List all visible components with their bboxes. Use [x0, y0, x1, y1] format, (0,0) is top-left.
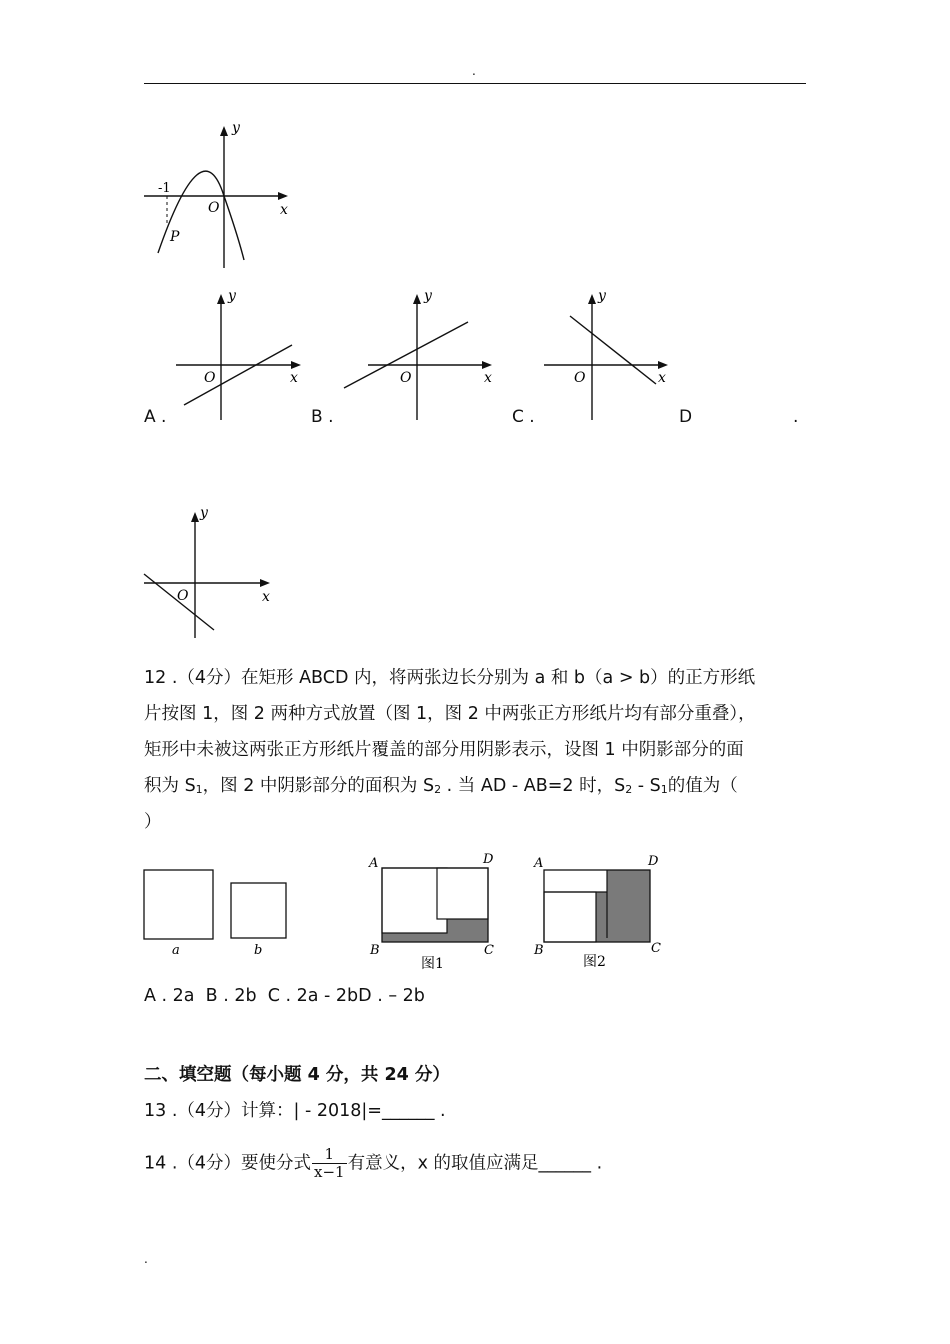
- header-rule: [144, 83, 806, 84]
- q12-sub-2: 2: [434, 783, 442, 796]
- q12-line-3: 矩形中未被这两张正方形纸片覆盖的部分用阴影表示，设图 1 中阴影部分的面: [144, 740, 744, 760]
- option-c-label: C .: [512, 407, 535, 427]
- q14-numerator: 1: [312, 1146, 347, 1164]
- fig1-D: D: [483, 852, 494, 867]
- x-axis-arrow: [278, 192, 288, 200]
- graph-option-b: [338, 284, 503, 424]
- y-axis-arrow: [588, 294, 596, 304]
- fig2-D: D: [648, 854, 659, 869]
- question-12: [144, 660, 824, 840]
- q12-sub-3: 2: [625, 783, 633, 796]
- graph-option-a: [170, 284, 310, 424]
- q12-choices: A . 2a B . 2b C . 2a - 2bD . – 2b: [144, 986, 425, 1006]
- q14-denominator: x−1: [314, 1163, 345, 1181]
- parabola-graph: [140, 118, 300, 273]
- function-line: [184, 345, 292, 405]
- label-a: a: [172, 943, 180, 958]
- q12-l4-b: ，图 2 中阴影部分的面积为 S: [202, 776, 435, 796]
- graph-option-c: [540, 284, 680, 424]
- x-axis-arrow: [658, 361, 668, 369]
- y-axis-arrow: [217, 294, 225, 304]
- label-origin: O: [177, 588, 189, 604]
- label-neg1: -1: [158, 181, 171, 196]
- fig1-A: A: [369, 856, 379, 871]
- figure-1: [368, 852, 494, 972]
- fig2-A: A: [534, 856, 544, 871]
- option-a-label: A .: [144, 407, 167, 427]
- y-axis-arrow: [413, 294, 421, 304]
- label-x: x: [280, 202, 288, 218]
- q12-line-4: [144, 768, 824, 804]
- graph-option-d: [140, 500, 280, 645]
- q12-l4-c: . 当 AD - AB=2 时，S: [441, 776, 626, 796]
- x-axis-arrow: [482, 361, 492, 369]
- q12-l4-e: 的值为（: [667, 776, 738, 796]
- label-y: y: [424, 288, 432, 304]
- q12-l4-a: 积为 S: [144, 776, 196, 796]
- parabola-curve: [158, 171, 244, 260]
- q12-line-5: ）: [144, 812, 162, 832]
- fig1-square-b: [437, 868, 488, 919]
- q14-before: 14 .（4分）要使分式: [144, 1153, 312, 1174]
- x-axis-arrow: [260, 579, 270, 587]
- label-origin: O: [208, 200, 220, 216]
- fig1-caption: 图1: [421, 956, 444, 972]
- square-a: [144, 870, 213, 939]
- label-y: y: [200, 505, 208, 521]
- q12-line-1: 12 .（4分）在矩形 ABCD 内，将两张边长分别为 a 和 b（a > b）的正方形纸: [144, 668, 756, 688]
- label-y: y: [228, 288, 236, 304]
- label-b: b: [254, 943, 263, 958]
- q12-sub-1: 1: [195, 783, 203, 796]
- x-axis-arrow: [291, 361, 301, 369]
- fig2-C: C: [651, 941, 661, 956]
- question-13: 13 .（4分）计算：| - 2018|=______ .: [144, 1101, 446, 1121]
- figure-2: [533, 854, 661, 970]
- fig2-B: B: [534, 943, 544, 958]
- fig2-top-white: [544, 870, 607, 892]
- fig1-B: B: [370, 943, 380, 958]
- label-origin: O: [574, 370, 586, 386]
- option-d-dot: .: [793, 407, 799, 427]
- label-x: x: [658, 370, 666, 386]
- fig1-C: C: [484, 943, 494, 958]
- label-y: y: [232, 120, 240, 136]
- y-axis-arrow: [220, 126, 228, 136]
- q12-figures: [138, 848, 678, 976]
- label-x: x: [290, 370, 298, 386]
- q12-sub-4: 1: [660, 783, 668, 796]
- label-y: y: [598, 288, 606, 304]
- square-b: [231, 883, 286, 938]
- option-d-label: D: [679, 407, 693, 427]
- y-axis-arrow: [191, 512, 199, 522]
- label-p: P: [170, 229, 180, 245]
- footer-dot: .: [144, 1252, 148, 1266]
- label-origin: O: [400, 370, 412, 386]
- q12-l4-d: - S: [632, 776, 661, 796]
- fig2-caption: 图2: [583, 954, 606, 970]
- q14-fraction: [312, 1146, 347, 1181]
- q12-line-2: 片按图 1，图 2 两种方式放置（图 1，图 2 中两张正方形纸片均有部分重叠），: [144, 704, 756, 724]
- header-dot: .: [472, 64, 476, 78]
- option-b-label: B .: [311, 407, 334, 427]
- q14-after: 有意义，x 的取值应满足______ .: [347, 1153, 603, 1174]
- question-14: [144, 1146, 602, 1181]
- fig2-square-b: [544, 892, 596, 942]
- label-origin: O: [204, 370, 216, 386]
- section-2-title: 二、填空题（每小题 4 分，共 24 分）: [144, 1065, 450, 1085]
- label-x: x: [262, 589, 270, 605]
- label-x: x: [484, 370, 492, 386]
